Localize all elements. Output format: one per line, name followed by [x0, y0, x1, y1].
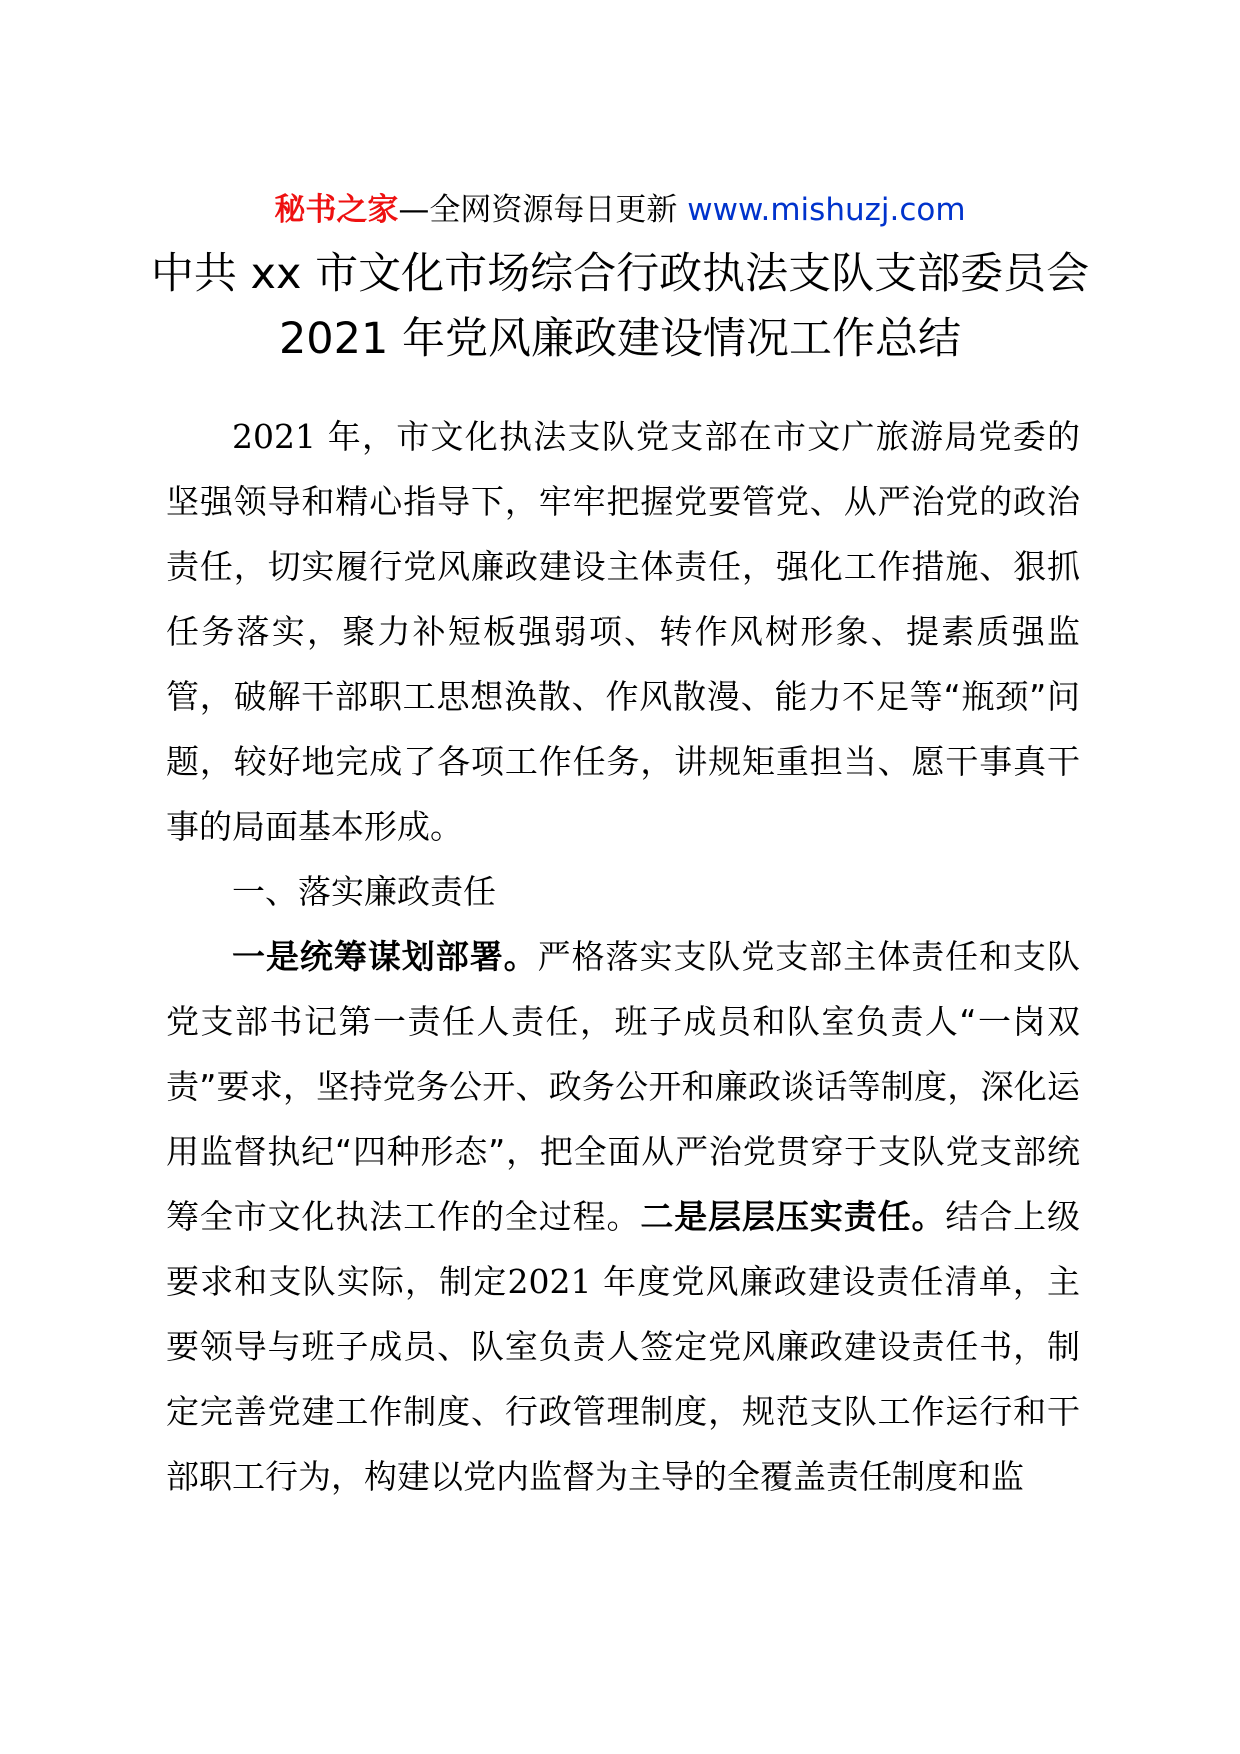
section-heading: 一、落实廉政责任	[232, 872, 496, 911]
point-text-1: 严格落实支队党支部主体责任和支队党支部书记第一责任人责任，班子成员和队室负责人“一岗双责”要求，坚持党务公开、政务公开和廉政谈话等制度，深化运用监督执纪“四种形态”，把全面从严治党贯穿于支队党支部统筹全市文化执法工作的全过程。	[166, 937, 1081, 1236]
intro-year: 2021	[232, 417, 316, 456]
brand-name: 秘书之家	[274, 192, 399, 228]
point-heading-2: 二是层层压实责任。	[640, 1197, 946, 1236]
intro-text: 年，市文化执法支队党支部在市文广旅游局党委的坚强领导和精心指导下，牢牢把握党要管党、从严治党的政治责任，切实履行党风廉政建设主体责任，强化工作措施、狠抓任务落实，聚力补短板强弱项、转作风树形象、提素质强监管，破解干部职工思想涣散、作风散漫、能力不足等“瓶颈”问题，较好地完成了各项工作任务，讲规矩重担当、愿干事真干事的局面基本形成。	[166, 417, 1080, 846]
point-text-2a: 结合上级要求和支队实际，制定	[166, 1197, 1081, 1301]
point-heading-1: 一是统筹谋划部署。	[232, 937, 538, 976]
document-title-line1: 中共 xx 市文化市场综合行政执法支队支部委员会	[150, 249, 1090, 299]
header-tagline: —全网资源每日更新	[398, 192, 688, 228]
document-title-line2: 2021 年党风廉政建设情况工作总结	[278, 314, 962, 364]
document-body	[166, 404, 1080, 1509]
body-paragraph	[166, 924, 1080, 1509]
point-text-2b: 年度党风廉政建设责任清单，主要领导与班子成员、队室负责人签定党风廉政建设责任书，制定完善党建工作制度、行政管理制度，规范支队工作运行和干部职工行为，构建以党内监督为主导的全覆盖责任制度和监	[166, 1262, 1080, 1496]
site-header	[0, 190, 1240, 230]
site-url[interactable]: www.mishuzj.com	[687, 192, 966, 228]
point-year: 2021	[507, 1262, 592, 1301]
intro-paragraph	[166, 404, 1080, 859]
